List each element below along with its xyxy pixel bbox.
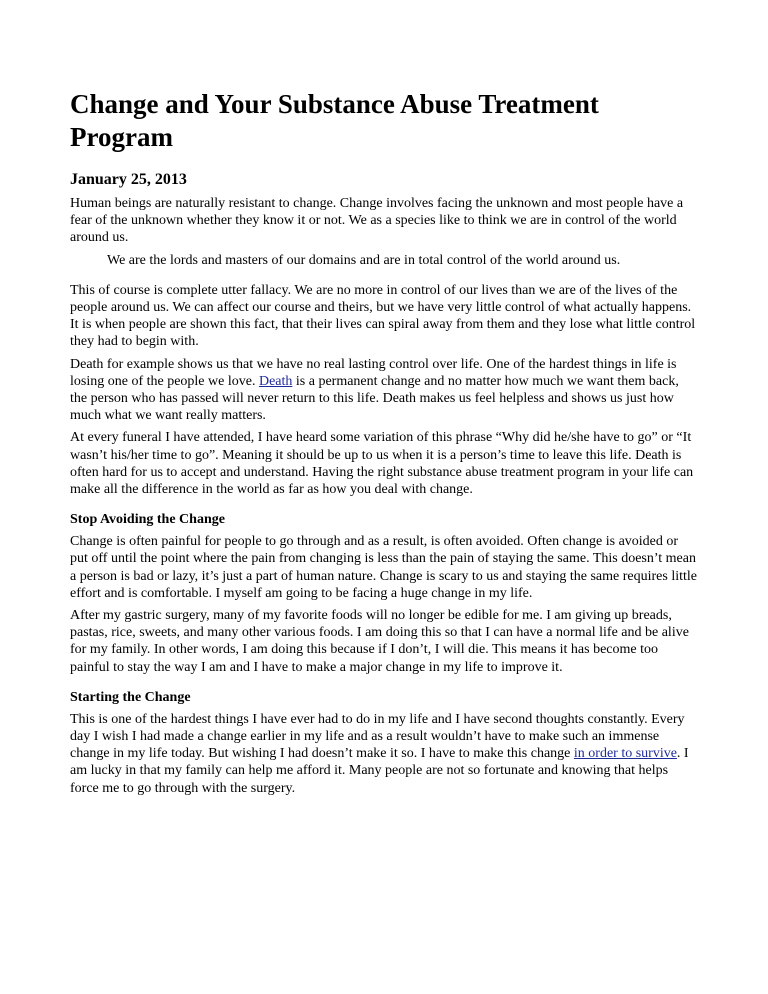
article-title: Change and Your Substance Abuse Treatment Program xyxy=(70,89,599,152)
paragraph-text: is a permanent change and no matter how much we want them back, the person who has passed will never return to this life. Death makes us feel helpless and shows us just how much what we want really matters. xyxy=(70,373,679,424)
paragraph-funeral: At every funeral I have attended, I have heard some variation of this phrase “Why did he/she have to go” or “It wasn’t his/her time to go”. Meaning it should be up to us when it is a person’s time to leave this life. Death is often hard for us to accept and understand. Having the right substance abuse treatment program in your life can make all the difference in the world as far as how you deal with change. xyxy=(70,430,694,498)
section-heading-starting: Starting the Change xyxy=(70,689,191,705)
paragraph-hardest-things xyxy=(70,711,698,797)
section-heading-stop-avoiding: Stop Avoiding the Change xyxy=(70,512,225,528)
paragraph-text: Death for example shows us that we have no real lasting control over life. One of the hardest things in life is losing one of the people we love. xyxy=(70,356,677,389)
paragraph-change-painful: Change is often painful for people to go through and as a result, is often avoided. Often change is avoided or put off until the point where the pain from changing is less than the pain of staying the same. This doesn’t mean a person is bad or lazy, it’s just a part of human nature. Change is scary to us and staying the same requires little effort and is comfortable. I myself am going to be facing a huge change in my life. xyxy=(70,534,697,601)
paragraph-gastric-surgery: After my gastric surgery, many of my favorite foods will no longer be edible for me. I am giving up breads, pastas, rice, sweets, and many other various foods. I am doing this so that I can have a normal life and be alive for my family. In other words, I am doing this because if I don’t, I will die. This means it has become too painful to stay the way I am and I have to make a major change in my life to improve it. xyxy=(70,608,689,675)
indented-quote: We are the lords and masters of our domains and are in total control of the world around us. xyxy=(107,252,621,268)
in-order-to-survive-link[interactable]: in order to survive xyxy=(573,746,677,762)
document-page xyxy=(70,88,698,802)
paragraph-text: This is one of the hardest things I have ever had to do in my life and I have second thoughts constantly. Every day I wish I had made a change earlier in my life and as a result wouldn’t have to make such an immense change in my life today. But wishing I had doesn’t make it so. I have to make this change xyxy=(70,711,685,762)
paragraph-intro: Human beings are naturally resistant to change. Change involves facing the unknown and most people have a fear of the unknown whether they know it or not. We as a species like to think we are in control of the world around us. xyxy=(70,196,684,246)
death-link[interactable]: Death xyxy=(258,373,293,389)
article-date: January 25, 2013 xyxy=(70,171,187,188)
paragraph-death xyxy=(70,356,698,425)
paragraph-fallacy: This of course is complete utter fallacy. We are no more in control of our lives than we are of the lives of the people around us. We can affect our course and theirs, but we have very little control of what actually happens. It is when people are shown this fact, that their lives can spiral away from them and they lose what little control they had to begin with. xyxy=(70,282,696,350)
paragraph-text: . I am lucky in that my family can help me afford it. Many people are not so fortunate and knowing that helps force me to go through with the surgery. xyxy=(70,746,689,796)
